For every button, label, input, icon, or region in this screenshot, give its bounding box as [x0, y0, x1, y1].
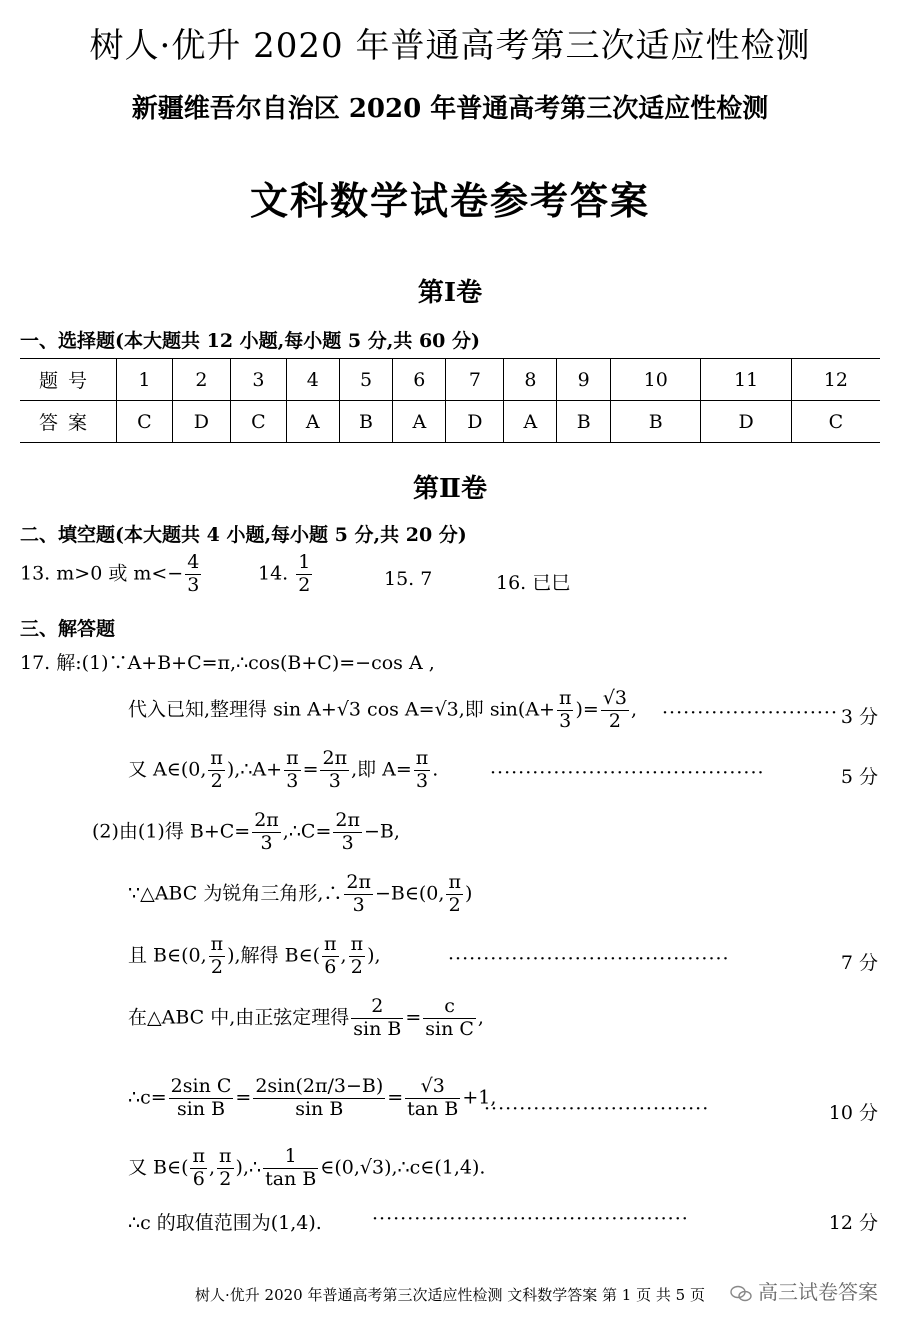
table-cell: 6: [393, 359, 446, 401]
q17-line10: ∴c 的取值范围为(1,4).: [128, 1212, 322, 1234]
dot-leader: ································: [484, 1098, 710, 1120]
score-7: 7 分: [840, 952, 878, 974]
dot-leader: ········································: [448, 948, 730, 970]
table-cell: B: [611, 401, 701, 443]
q17-line1: 17. 解:(1)∵A+B+C=π,∴cos(B+C)=−cos A ,: [20, 652, 435, 674]
table-cell: 2: [172, 359, 230, 401]
table-cell: 9: [557, 359, 611, 401]
table-cell: 8: [504, 359, 557, 401]
score-12: 12 分: [828, 1212, 878, 1234]
table-cell: 10: [611, 359, 701, 401]
table-cell: 12: [791, 359, 880, 401]
table-cell: A: [393, 401, 446, 443]
fill-q13: 13. m>0 或 m<− $\frac{4}{3}$: [20, 551, 200, 596]
fill-q14: 14. $\frac{1}{2}$: [258, 551, 311, 596]
section-2-heading: 二、填空题(本大题共 4 小题,每小题 5 分,共 20 分): [20, 524, 467, 546]
score-3: 3 分: [840, 706, 878, 728]
table-cell: 1: [117, 359, 173, 401]
title-sub: 新疆维吾尔自治区 2020 年普通高考第三次适应性检测: [131, 94, 769, 124]
table-cell: C: [117, 401, 173, 443]
table-cell: B: [557, 401, 611, 443]
q17-line8: ∴c= $\frac{\text{2sin C}}{\text{sin B}}$ = $\frac{2\sin(2\pi/3-B)}{\text{sin B}}$ = $\frac{√3}{\text{tan B}}$ +1,: [128, 1075, 497, 1120]
score-5: 5 分: [840, 766, 878, 788]
q17-line9: 又 B∈( $\frac{\pi}{6}$ , $\frac{\pi}{2}$ ),∴ $\frac{1}{\text{tan B}}$ ∈(0,√3),∴c∈(1,4).: [128, 1145, 486, 1190]
row-label-number: 题号: [20, 359, 117, 401]
table-cell: 7: [446, 359, 504, 401]
q17-line6: 且 B∈(0, $\frac{\pi}{2}$ ),解得 B∈( $\frac{\pi}{6}$ , $\frac{\pi}{2}$ ),: [128, 933, 381, 978]
table-row-numbers: [20, 359, 880, 401]
answer-table: [20, 358, 880, 443]
watermark: 高三试卷答案: [730, 1276, 878, 1305]
q17-line2: 代入已知,整理得 sin A+√3 cos A=√3,即 sin(A+ $\frac{\pi}{3}$ )= $\frac{√3}{2}$ ,: [128, 687, 638, 732]
table-cell: 3: [231, 359, 287, 401]
table-cell: D: [172, 401, 230, 443]
fill-q16: 16. 已巳: [496, 572, 571, 594]
q17-line3: 又 A∈(0, $\frac{\pi}{2}$ ),∴A+ $\frac{\pi}{3}$ = $\frac{2\pi}{3}$ ,即 A= $\frac{\pi}{3}$ .: [128, 747, 439, 792]
table-cell: C: [231, 401, 287, 443]
table-cell: C: [791, 401, 880, 443]
table-cell: B: [339, 401, 393, 443]
page-title: 文科数学试卷参考答案: [249, 178, 650, 223]
section-1-heading: 一、选择题(本大题共 12 小题,每小题 5 分,共 60 分): [20, 330, 480, 352]
table-row-answers: [20, 401, 880, 443]
table-cell: 5: [339, 359, 393, 401]
dot-leader: ·························: [662, 702, 838, 724]
dot-leader: ·············································: [372, 1208, 689, 1230]
q17-line7: 在△ABC 中,由正弦定理得 $\frac{2}{\text{sin B}}$ = $\frac{c}{\text{sin C}}$ ,: [128, 995, 484, 1040]
page-footer: 树人·优升 2020 年普通高考第三次适应性检测 文科数学答案 第 1 页 共 5 页: [195, 1286, 705, 1304]
table-cell: D: [446, 401, 504, 443]
dot-leader: ·······································: [490, 762, 765, 784]
table-cell: D: [701, 401, 791, 443]
q17-line5: ∵△ABC 为锐角三角形,∴ $\frac{2\pi}{3}$ −B∈(0, $\frac{\pi}{2}$ ): [128, 871, 473, 916]
volume-2-heading: 第Ⅱ卷: [413, 474, 487, 504]
volume-1-heading: 第Ⅰ卷: [417, 278, 483, 308]
table-cell: 11: [701, 359, 791, 401]
table-cell: 4: [286, 359, 339, 401]
section-3-heading: 三、解答题: [20, 618, 116, 640]
fill-q15: 15. 7: [384, 568, 433, 590]
q17-line4: (2)由(1)得 B+C= $\frac{2\pi}{3}$ ,∴C= $\frac{2\pi}{3}$ −B,: [92, 809, 400, 854]
row-label-answer: 答案: [20, 401, 117, 443]
title-main: 树人·优升 2020 年普通高考第三次适应性检测: [89, 26, 811, 66]
table-cell: A: [504, 401, 557, 443]
table-cell: A: [286, 401, 339, 443]
score-10: 10 分: [828, 1102, 878, 1124]
chat-bubble-icon: [730, 1285, 752, 1303]
